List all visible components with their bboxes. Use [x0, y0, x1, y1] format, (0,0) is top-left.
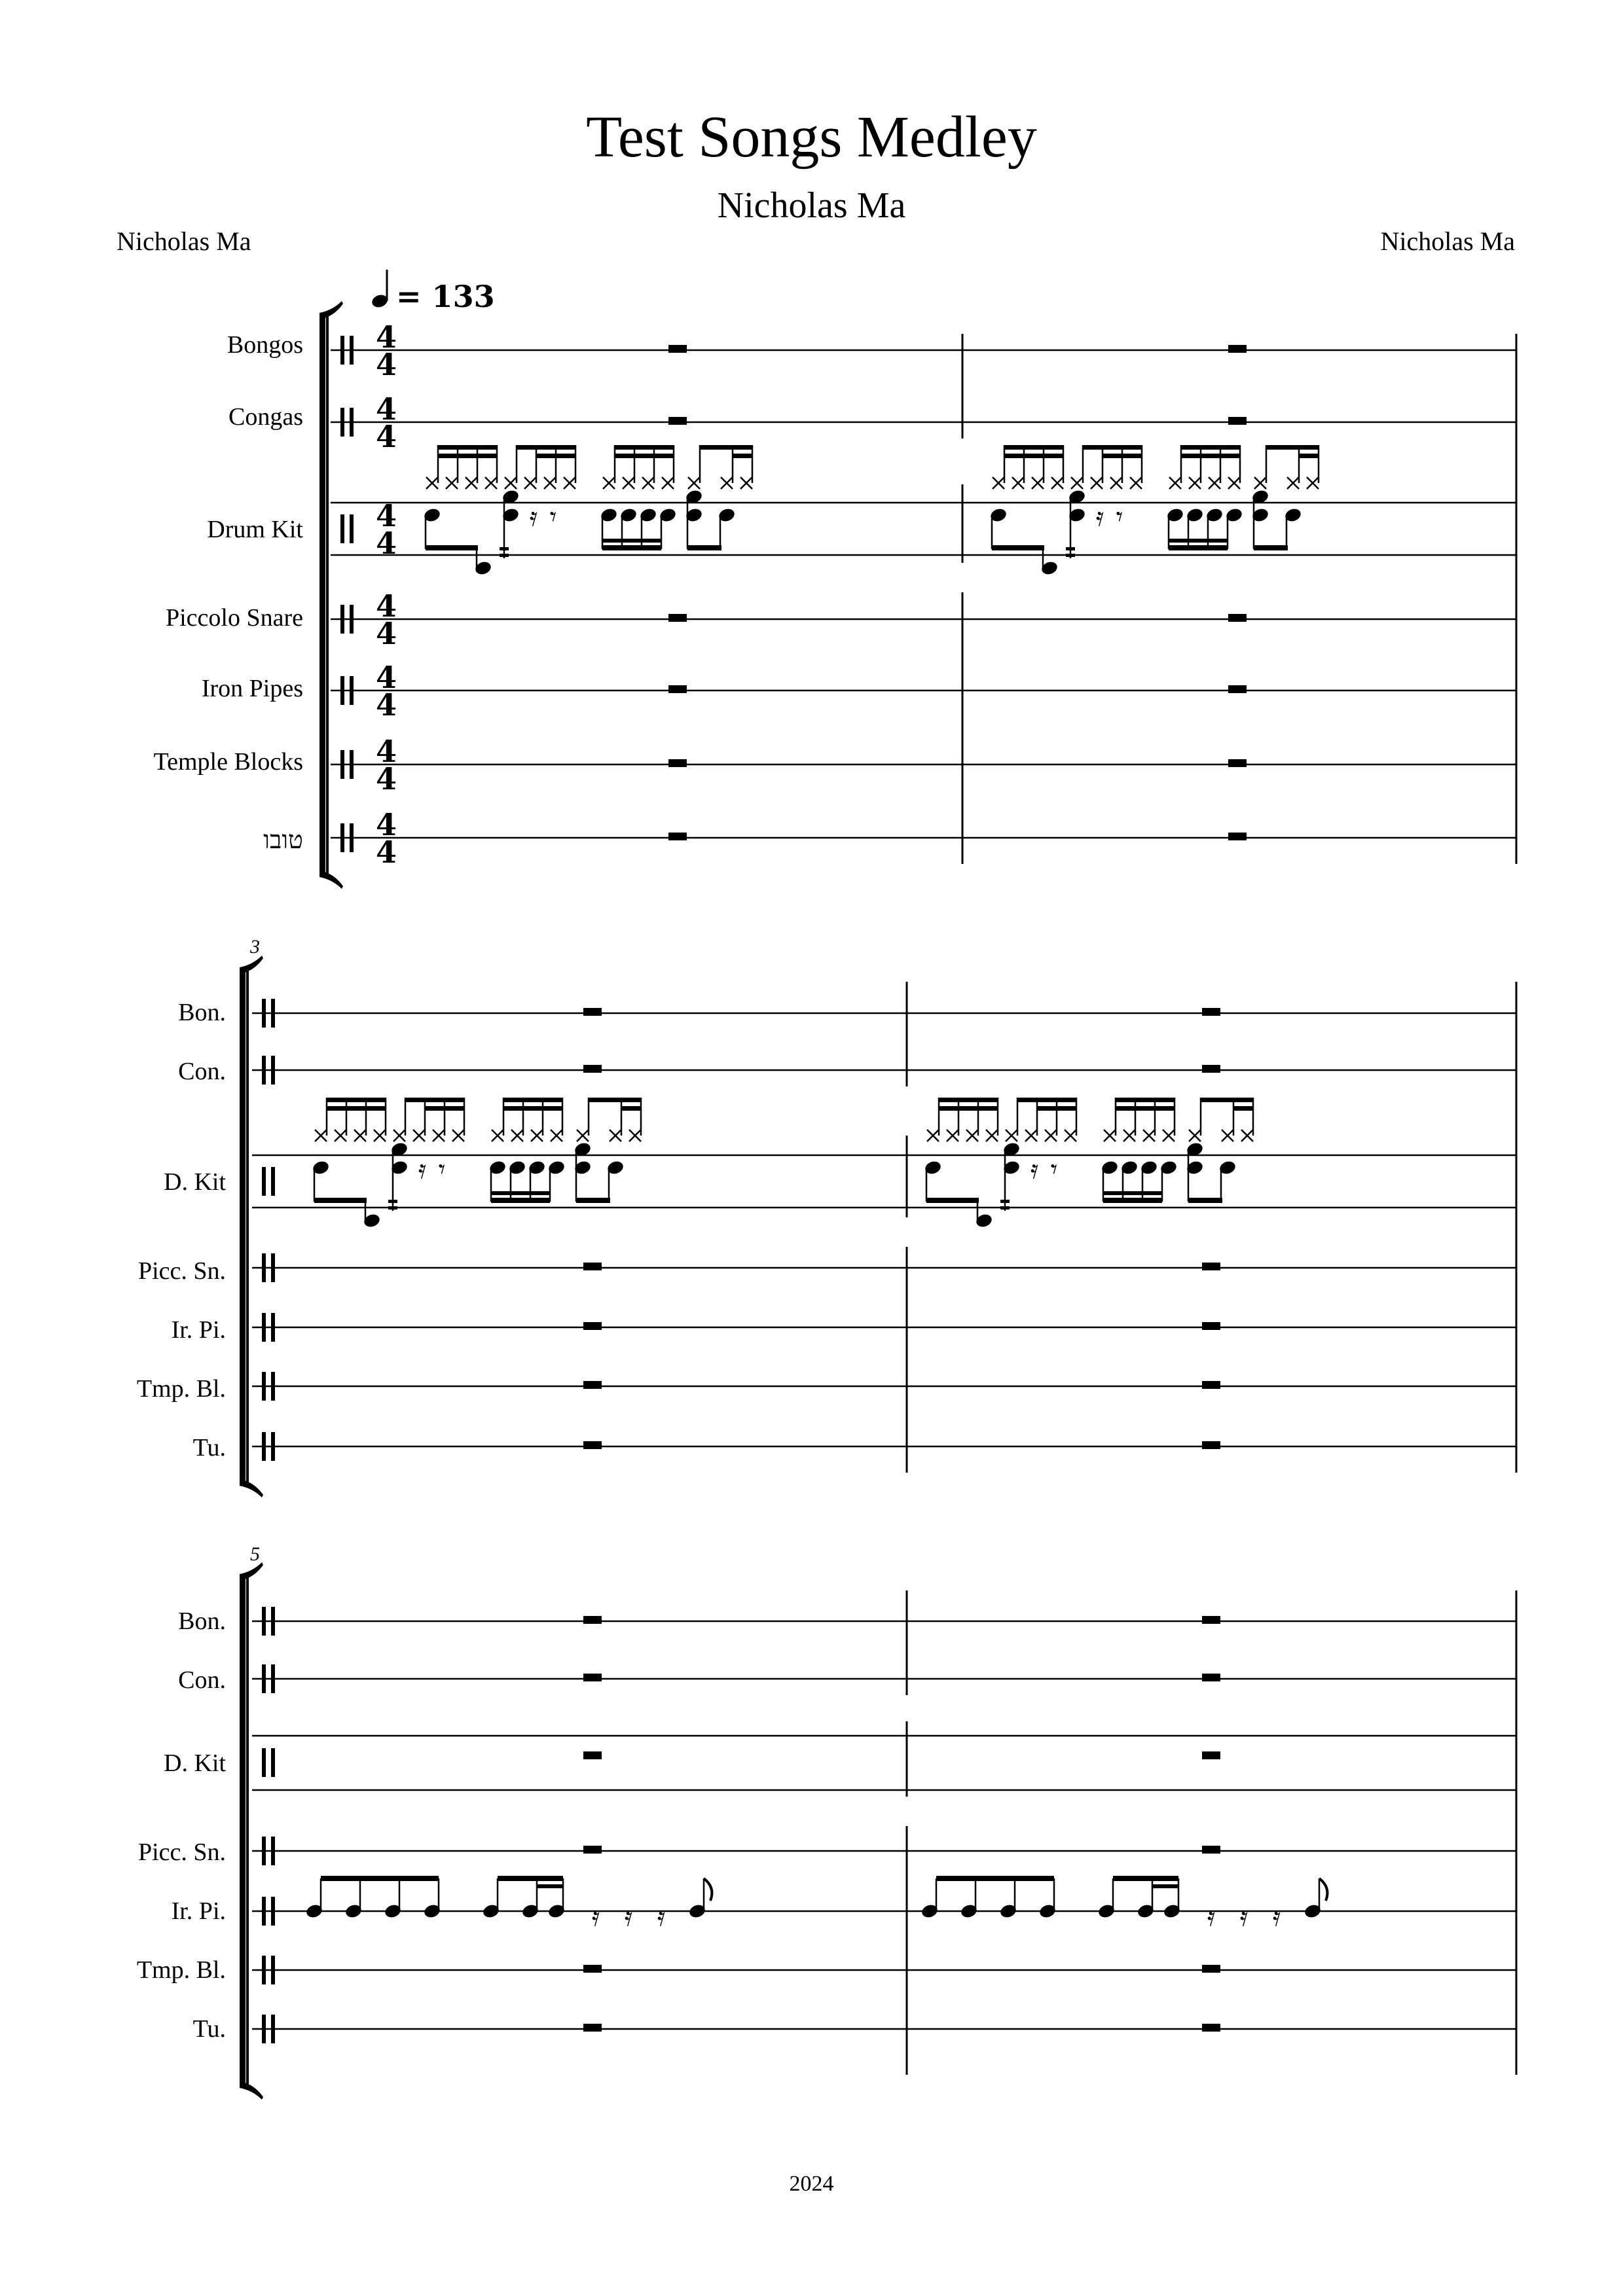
beam [426, 545, 478, 550]
beam [327, 1106, 386, 1111]
percussion-clef [340, 336, 344, 365]
time-signature: 4 [375, 687, 397, 723]
flag [1066, 554, 1075, 557]
beam [733, 454, 752, 458]
instrument-label-drum-kit: Drum Kit [207, 516, 303, 543]
system-bracket [240, 1479, 263, 1498]
beam [1233, 1106, 1253, 1111]
beam [438, 445, 497, 450]
eighth-rest: 𝄾 [438, 1155, 446, 1185]
time-signature: 4 [375, 807, 397, 842]
instrument-label-tubo-short-3: Tu. [192, 2015, 226, 2043]
whole-rest [1202, 1674, 1220, 1681]
whole-rest [583, 1751, 602, 1759]
percussion-clef [262, 1607, 266, 1636]
measure-number-5: 5 [250, 1543, 260, 1565]
percussion-clef [262, 1897, 266, 1926]
flag [500, 554, 509, 557]
instrument-label-temple-blocks-short: Tmp. Bl. [136, 1375, 226, 1403]
instrument-label-piccolo-snare: Piccolo Snare [165, 604, 303, 632]
percussion-clef [262, 1748, 266, 1777]
time-signature: 4 [375, 498, 397, 533]
whole-rest [1202, 1065, 1220, 1073]
instrument-label-drum-kit-short-3: D. Kit [164, 1749, 226, 1777]
percussion-clef [262, 1432, 266, 1461]
whole-rest [1228, 759, 1247, 767]
beam [576, 1198, 610, 1203]
percussion-clef [350, 605, 354, 634]
percussion-clef [262, 1056, 266, 1085]
instrument-label-bongos: Bongos [227, 331, 303, 359]
sixteenth-rest: 𝄿 [1207, 1902, 1216, 1932]
percussion-clef [262, 1837, 266, 1865]
score-title: Test Songs Medley [586, 105, 1037, 170]
percussion-clef [262, 1664, 266, 1693]
system-bracket [240, 1562, 263, 1581]
whole-rest [1228, 685, 1247, 693]
beam [1116, 1098, 1175, 1102]
tempo-marking: = 133 [396, 279, 495, 314]
instrument-label-tubo: טובו [263, 827, 303, 854]
instrument-label-tubo-short: Tu. [192, 1434, 226, 1462]
beam [491, 1191, 550, 1195]
beam [992, 545, 1044, 550]
flag [1066, 547, 1075, 550]
beam [503, 1098, 562, 1102]
beam [926, 1198, 979, 1203]
beam [491, 1198, 550, 1203]
whole-rest [583, 1065, 602, 1073]
instrument-label-temple-blocks: Temple Blocks [153, 748, 303, 776]
beam [1017, 1098, 1076, 1102]
system-bracket [319, 301, 343, 319]
percussion-clef [271, 1837, 275, 1865]
instrument-label-temple-blocks-short-3: Tmp. Bl. [136, 1956, 226, 1984]
measure-number-3: 3 [250, 936, 260, 958]
beam [498, 1876, 563, 1881]
whole-rest [1202, 1008, 1220, 1016]
beam [1103, 1198, 1162, 1203]
system-bracket [319, 870, 343, 889]
percussion-clef [271, 1167, 275, 1196]
percussion-clef [271, 999, 275, 1028]
whole-rest [1202, 1263, 1220, 1270]
system-bracket [240, 956, 263, 974]
sixteenth-rest: 𝄿 [1095, 502, 1104, 532]
beam [425, 1106, 464, 1111]
composer-credit: Nicholas Ma [1380, 226, 1515, 256]
percussion-clef [262, 2015, 266, 2043]
whole-rest [583, 1616, 602, 1624]
sixteenth-rest: 𝄿 [418, 1155, 427, 1185]
instrument-label-piccolo-snare-short: Picc. Sn. [137, 1257, 226, 1285]
whole-rest [668, 417, 687, 425]
instrument-label-bongos-short: Bon. [178, 999, 226, 1026]
whole-rest [668, 614, 687, 622]
beam [1103, 454, 1142, 458]
instrument-label-piccolo-snare-short-3: Picc. Sn. [137, 1839, 226, 1866]
time-signature: 4 [375, 616, 397, 651]
whole-rest [583, 1846, 602, 1854]
beam [536, 454, 575, 458]
beam [1181, 454, 1240, 458]
time-signature: 4 [375, 347, 397, 382]
flag [1000, 1206, 1010, 1210]
sixteenth-rest: 𝄿 [529, 502, 538, 532]
beam [1188, 1198, 1222, 1203]
flag [1000, 1200, 1010, 1203]
beam [405, 1098, 464, 1102]
percussion-clef [262, 1253, 266, 1282]
beam [936, 1876, 1054, 1881]
system-bracket [240, 1574, 246, 2088]
footer-year: 2024 [789, 2172, 834, 2196]
whole-rest [1228, 614, 1247, 622]
beam [1103, 1191, 1162, 1195]
flag [388, 1200, 397, 1203]
sixteenth-rest: 𝄿 [591, 1902, 600, 1932]
whole-rest [1202, 1381, 1220, 1389]
percussion-clef [271, 1056, 275, 1085]
beam [438, 454, 497, 458]
whole-rest [583, 1322, 602, 1330]
percussion-clef [350, 408, 354, 437]
percussion-clef [271, 1956, 275, 1984]
whole-rest [583, 1008, 602, 1016]
instrument-label-congas-short: Con. [178, 1058, 226, 1085]
beam [1152, 1884, 1178, 1888]
time-signature: 4 [375, 526, 397, 561]
beam [621, 1106, 641, 1111]
whole-rest [1228, 833, 1247, 840]
beam [602, 545, 661, 550]
percussion-clef [350, 823, 354, 852]
percussion-clef [340, 514, 344, 543]
beam [503, 1106, 562, 1111]
beam [1004, 454, 1063, 458]
eighth-rest: 𝄾 [1116, 502, 1123, 532]
beam [939, 1106, 998, 1111]
system-bracket [240, 2081, 263, 2100]
whole-rest [668, 685, 687, 693]
whole-rest [583, 1674, 602, 1681]
whole-rest [1228, 345, 1247, 353]
time-signature: 4 [375, 419, 397, 454]
whole-rest [1202, 1846, 1220, 1854]
flag [1319, 1878, 1327, 1901]
beam [314, 1198, 367, 1203]
beam [602, 539, 661, 543]
percussion-clef [271, 1372, 275, 1401]
whole-rest [583, 1263, 602, 1270]
flag [388, 1206, 397, 1210]
percussion-clef [271, 1313, 275, 1342]
beam [1299, 454, 1319, 458]
beam [1169, 539, 1228, 543]
beam [1113, 1876, 1178, 1881]
beam [615, 445, 674, 450]
sixteenth-rest: 𝄿 [1030, 1155, 1039, 1185]
percussion-clef [262, 1372, 266, 1401]
eighth-rest: 𝄾 [549, 502, 557, 532]
beam [687, 545, 721, 550]
beam [537, 1884, 563, 1888]
system-bracket [319, 313, 325, 877]
time-signature: 4 [375, 660, 397, 695]
percussion-clef [350, 676, 354, 705]
eighth-rest: 𝄾 [1050, 1155, 1058, 1185]
flag [500, 547, 509, 550]
score-subtitle: Nicholas Ma [717, 185, 906, 226]
percussion-clef [350, 336, 354, 365]
percussion-clef [271, 1432, 275, 1461]
percussion-clef [340, 676, 344, 705]
instrument-label-bongos-short-3: Bon. [178, 1607, 226, 1635]
beam [589, 1098, 641, 1102]
percussion-clef [350, 750, 354, 779]
percussion-clef [271, 1748, 275, 1777]
whole-rest [583, 1381, 602, 1389]
time-signature: 4 [375, 319, 397, 355]
whole-rest [668, 833, 687, 840]
percussion-clef [262, 1313, 266, 1342]
whole-rest [668, 345, 687, 353]
whole-rest [583, 2024, 602, 2032]
system-bracket [240, 967, 246, 1486]
beam [700, 445, 752, 450]
time-signature: 4 [375, 588, 397, 624]
percussion-clef [340, 823, 344, 852]
sixteenth-rest: 𝄿 [1272, 1902, 1281, 1932]
beam [615, 454, 674, 458]
poet-credit: Nicholas Ma [117, 226, 251, 256]
beam [517, 445, 575, 450]
percussion-clef [262, 999, 266, 1028]
beam [1254, 545, 1288, 550]
whole-rest [1202, 1441, 1220, 1449]
percussion-clef [271, 2015, 275, 2043]
sixteenth-rest: 𝄿 [657, 1902, 666, 1932]
beam [327, 1098, 386, 1102]
instrument-label-congas: Congas [228, 403, 303, 431]
percussion-clef [262, 1956, 266, 1984]
percussion-clef [271, 1607, 275, 1636]
whole-rest [583, 1441, 602, 1449]
beam [1169, 545, 1228, 550]
time-signature: 4 [375, 761, 397, 797]
percussion-clef [262, 1167, 266, 1196]
sixteenth-rest: 𝄿 [624, 1902, 633, 1932]
whole-rest [1228, 417, 1247, 425]
whole-rest [1202, 1965, 1220, 1973]
beam [939, 1098, 998, 1102]
whole-rest [1202, 2024, 1220, 2032]
percussion-clef [271, 1664, 275, 1693]
time-signature: 4 [375, 391, 397, 427]
whole-rest [668, 759, 687, 767]
beam [1004, 445, 1063, 450]
percussion-clef [340, 605, 344, 634]
time-signature: 4 [375, 734, 397, 769]
percussion-clef [340, 750, 344, 779]
whole-rest [1202, 1322, 1220, 1330]
beam [1083, 445, 1142, 450]
time-signature: 4 [375, 834, 397, 870]
beam [1181, 445, 1240, 450]
whole-rest [583, 1965, 602, 1973]
beam [1201, 1098, 1253, 1102]
flag [704, 1878, 712, 1901]
beam [1116, 1106, 1175, 1111]
sixteenth-rest: 𝄿 [1239, 1902, 1249, 1932]
instrument-label-iron-pipes: Iron Pipes [201, 675, 303, 702]
percussion-clef [271, 1897, 275, 1926]
instrument-label-iron-pipes-short: Ir. Pi. [171, 1316, 226, 1344]
percussion-clef [350, 514, 354, 543]
whole-rest [1202, 1751, 1220, 1759]
percussion-clef [271, 1253, 275, 1282]
instrument-label-iron-pipes-short-3: Ir. Pi. [171, 1897, 226, 1925]
instrument-label-congas-short-3: Con. [178, 1666, 226, 1694]
percussion-clef [340, 408, 344, 437]
whole-rest [1202, 1616, 1220, 1624]
instrument-label-drum-kit-short: D. Kit [164, 1168, 226, 1196]
beam [1266, 445, 1319, 450]
beam [1037, 1106, 1076, 1111]
beam [321, 1876, 439, 1881]
